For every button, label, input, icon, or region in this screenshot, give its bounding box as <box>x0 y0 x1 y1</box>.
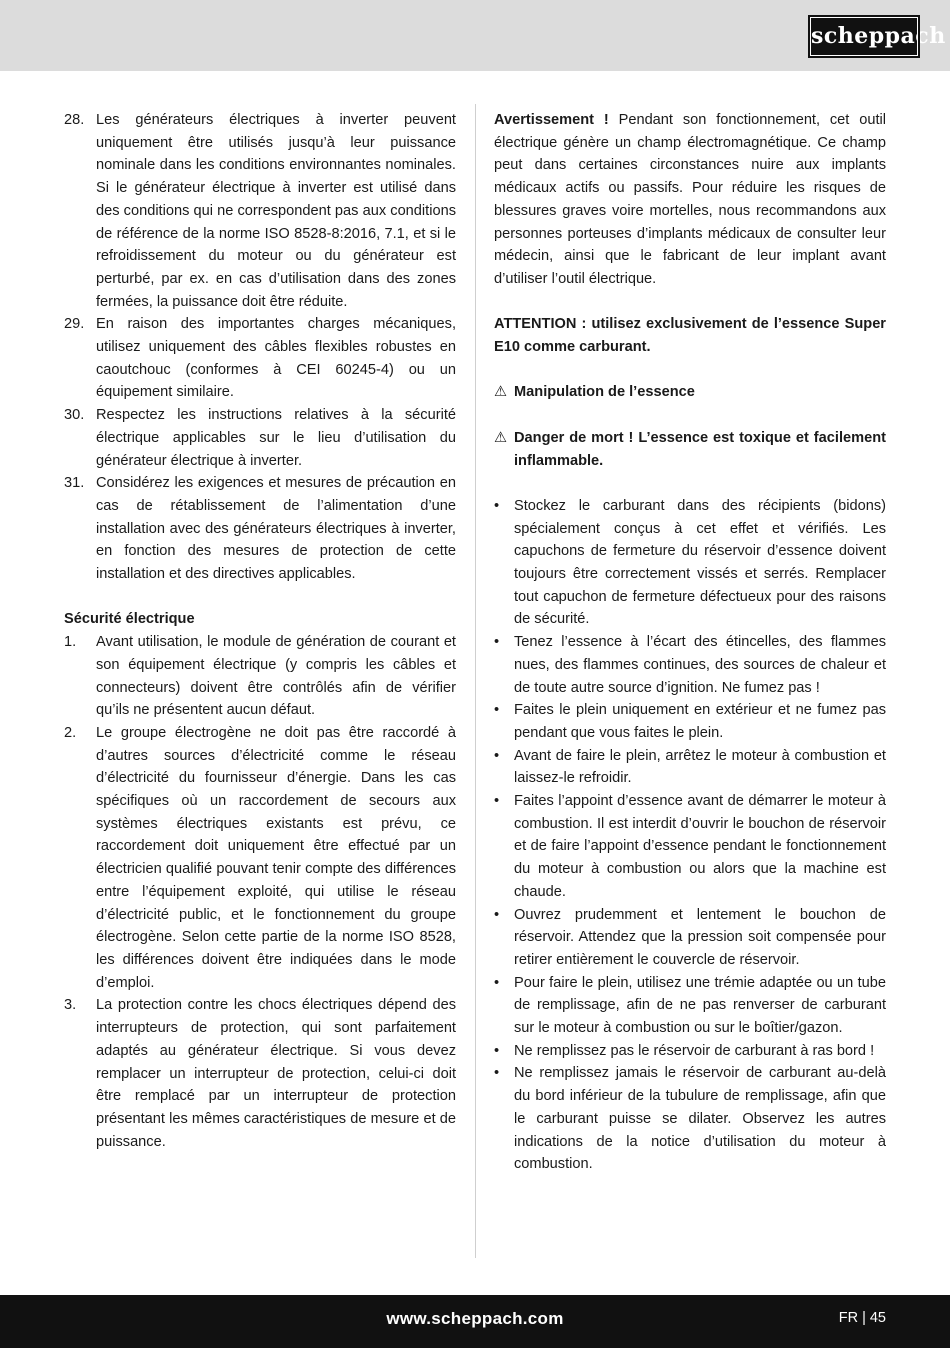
list-item-number: 31. <box>64 475 85 492</box>
brand-logo: scheppach <box>810 17 918 56</box>
bullet-text: Ne remplissez jamais le réservoir de carburant au-delà du bord inférieur de la tubulure de remplissage, afin que le carburant puisse se dilater. Observez les autres indications de la notice d’utilisation du moteur à combustion. <box>514 1065 886 1173</box>
list-item <box>64 994 456 1153</box>
footer-url: www.scheppach.com <box>386 1309 564 1328</box>
list-item-text: La protection contre les chocs électriques dépend des interrupteurs de protection, qui sont parfaitement adaptés au générateur électrique. Si vous devez remplacer un interrupteur de protection, celui-ci doit être remplacé par un interrupteur de protection présentant les mêmes caractéristiques de mesure et de puissance. <box>96 997 456 1150</box>
danger-notice <box>494 427 886 472</box>
danger-text: Danger de mort ! L’essence est toxique et facilement inflammable. <box>514 429 886 469</box>
list-item-text: Avant utilisation, le module de génération de courant et son équipement électrique (y compris les câbles et connecteurs) doivent être contrôlés afin de vérifier qu’ils ne présentent aucun défaut. <box>96 634 456 719</box>
column-divider <box>475 104 476 1258</box>
list-item-number: 29. <box>64 316 85 333</box>
footer-band <box>0 1295 950 1348</box>
bullet-icon: • <box>494 1065 500 1082</box>
safety-list-continued <box>64 109 456 586</box>
list-item-number: 1. <box>64 634 77 651</box>
bullet-text: Avant de faire le plein, arrêtez le moteur à combustion et laissez-le refroidir. <box>514 747 886 787</box>
list-item <box>64 631 456 722</box>
header-band <box>0 0 950 71</box>
list-item <box>64 109 456 313</box>
list-item <box>64 313 456 404</box>
bullet-item <box>494 495 886 631</box>
bullet-item <box>494 1040 886 1063</box>
list-item-text: Le groupe électrogène ne doit pas être raccordé à d’autres sources d’électricité comme le réseau d’électricité du fournisseur d’énergie. Dans les cas spécifiques où un raccordement de secours aux systèmes électriques existants est prévu, ce raccordement doit uniquement être effectué par un électricien qualifié pouvant tenir compte des différences entre l’équipement exploité, qui utilise le réseau d’électricité public, et le fonctionnement du groupe électrogène. Selon cette partie de la norme ISO 8528, les différences doivent être indiquées dans le mode d’emploi. <box>96 724 456 991</box>
list-item-number: 2. <box>64 724 77 741</box>
warning-triangle-icon: ⚠ <box>494 384 508 401</box>
bullet-item <box>494 699 886 744</box>
list-item-number: 30. <box>64 407 85 424</box>
bullet-item <box>494 631 886 699</box>
list-item <box>64 472 456 586</box>
bullet-text: Ne remplissez pas le réservoir de carburant à ras bord ! <box>514 1042 875 1059</box>
list-item-text: Considérez les exigences et mesures de précaution en cas de rétablissement de l’alimentation d’une installation avec des générateurs électriques à inverter, en fonction des mesures de protection de cette installation et des directives applicables. <box>96 475 456 583</box>
bullet-icon: • <box>494 906 500 923</box>
electrical-safety-list <box>64 631 456 1153</box>
right-column <box>494 109 886 1176</box>
list-item-number: 3. <box>64 997 77 1014</box>
bullet-icon: • <box>494 974 500 991</box>
bullet-text: Stockez le carburant dans des récipients (bidons) spécialement conçus à cet effet et vérifiés. Les capuchons de fermeture du réservoir d’essence doivent toujours être correctement vissés et serrés. Remplacer tout capuchon de fermeture défectueux pour des raisons de sécurité. <box>514 497 886 628</box>
em-warning-paragraph <box>494 109 886 291</box>
bullet-text: Pour faire le plein, utilisez une trémie adaptée ou un tube de remplissage, afin de ne pas renverser de carburant sur le moteur à combustion ou sur le boîtier/gazon. <box>514 974 886 1037</box>
warning-text: Pendant son fonctionnement, cet outil électrique génère un champ électromagnétique. Ce champ peut dans certaines circonstances nuire aux implants médicaux actifs ou passifs. Pour réduire les risques de blessures graves voire mortelles, nous recommandons aux personnes porteuses d’implants médicaux de consulter leur médecin, ainsi que le fabricant de leur implant avant d’utiliser l’outil électrique. <box>494 112 886 287</box>
list-item-number: 28. <box>64 112 85 128</box>
page-number: FR | 45 <box>838 1310 886 1326</box>
list-item-text: Les générateurs électriques à inverter peuvent uniquement être utilisés jusqu’à leur puissance nominale dans les conditions environnantes nominales. Si le générateur électrique à inverter est utilisé dans des conditions qui ne correspondent pas aux conditions de référence de la norme ISO 8528-8:2016, 7.1, et si le refroidissement du moteur ou du générateur est perturbé, par ex. en cas d’utilisation dans des zones fermées, la puissance doit être réduite. <box>96 112 456 310</box>
bullet-text: Ouvrez prudemment et lentement le bouchon de réservoir. Attendez que la pression soit compensée pour retirer entièrement le couvercle de réservoir. <box>514 906 886 968</box>
bullet-text: Tenez l’essence à l’écart des étincelles, des flammes nues, des flammes continues, des sources de chaleur et de toute autre source d’ignition. Ne fumez pas ! <box>514 634 886 696</box>
list-item <box>64 722 456 994</box>
list-item <box>64 404 456 472</box>
bullet-item <box>494 972 886 1040</box>
list-item-text: Respectez les instructions relatives à la sécurité électrique applicables sur le lieu d’utilisation du générateur électrique à inverter. <box>96 407 456 469</box>
bullet-item <box>494 1062 886 1176</box>
section-title-electrical-safety: Sécurité électrique <box>64 611 195 628</box>
fuel-bullet-list <box>494 495 886 1176</box>
warning-triangle-icon: ⚠ <box>494 429 508 446</box>
bullet-text: Faites l’appoint d’essence avant de démarrer le moteur à combustion. Il est interdit d’ouvrir le bouchon de réservoir et de faire l’appoint d’essence pendant le fonctionnement du moteur à combustion ou alors que la machine est chaude. <box>514 793 886 900</box>
fuel-handling-heading <box>494 381 886 404</box>
list-item-text: En raison des importantes charges mécaniques, utilisez uniquement des câbles flexibles robustes en caoutchouc (conformes à CEI 60245-4) ou un équipement similaire. <box>96 316 456 401</box>
bullet-icon: • <box>494 793 500 810</box>
bullet-text: Faites le plein uniquement en extérieur et ne fumez pas pendant que vous faites le plein. <box>514 702 886 741</box>
fuel-attention-notice: ATTENTION : utilisez exclusivement de l’essence Super E10 comme carburant. <box>494 316 886 356</box>
bullet-item <box>494 745 886 790</box>
bullet-item <box>494 904 886 972</box>
warning-label: Avertissement ! <box>494 112 609 128</box>
fuel-heading-text: Manipulation de l’essence <box>514 384 695 401</box>
bullet-icon: • <box>494 634 500 651</box>
left-column <box>64 109 456 1153</box>
bullet-icon: • <box>494 497 500 514</box>
bullet-icon: • <box>494 1042 500 1059</box>
bullet-icon: • <box>494 747 500 764</box>
bullet-item <box>494 790 886 904</box>
bullet-icon: • <box>494 702 500 719</box>
